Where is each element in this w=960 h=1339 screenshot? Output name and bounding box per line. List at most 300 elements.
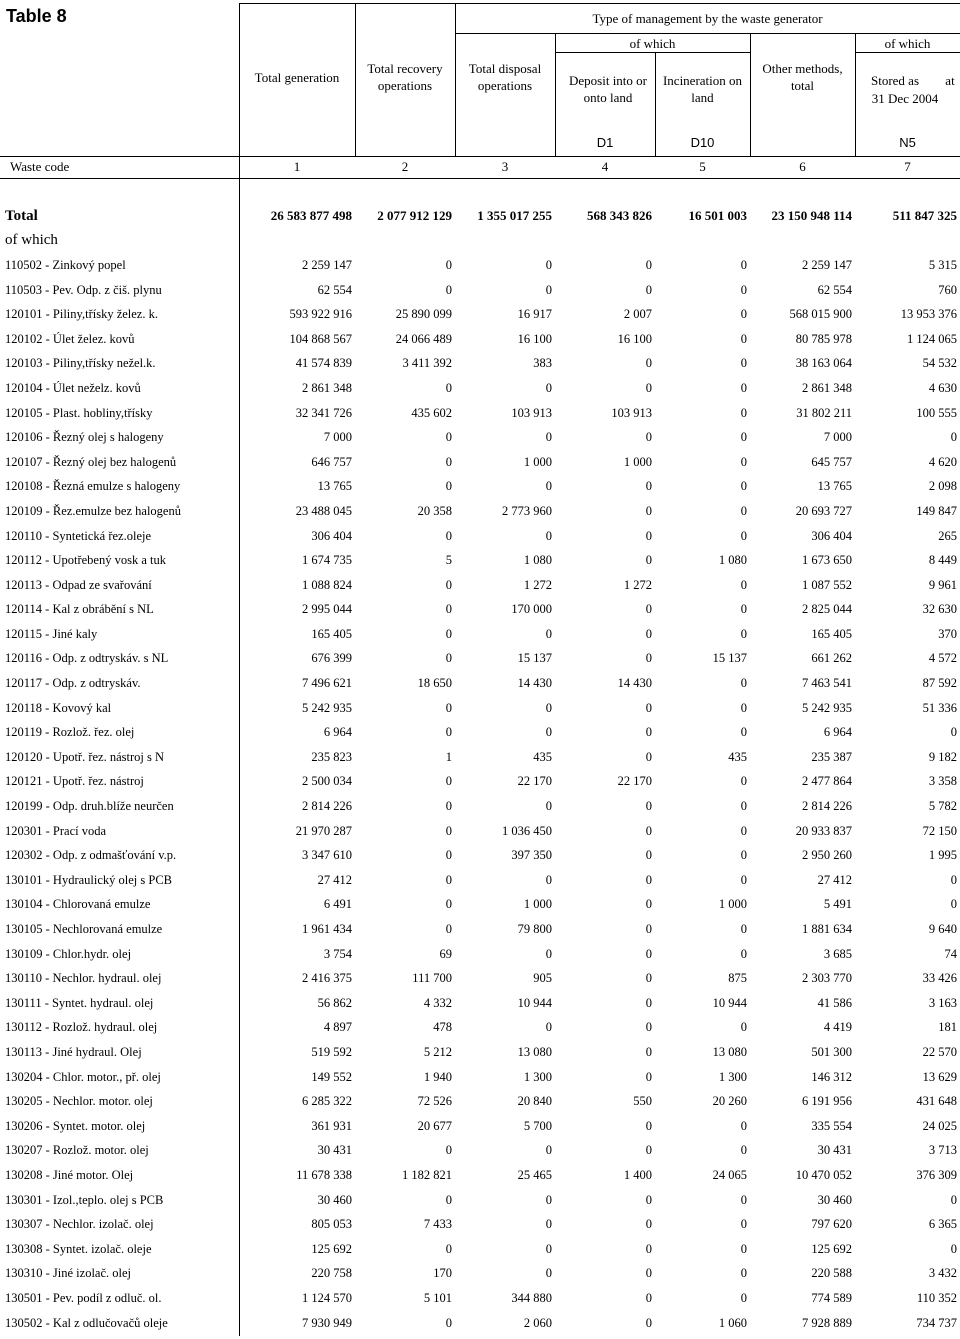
table-cell: 0: [645, 848, 652, 863]
table-cell: 3 754: [323, 946, 352, 961]
table-title: Table 8: [6, 6, 67, 26]
table-cell: 2 007: [623, 307, 652, 322]
table-cell: 2 500 034: [302, 774, 352, 789]
table-cell: 7 000: [823, 430, 852, 445]
table-cell: 1 036 450: [502, 823, 552, 838]
table-cell: 0: [645, 749, 652, 764]
waste-code-label: 130301 - Izol.,teplo. olej s PCB: [5, 1192, 164, 1207]
table-cell: 5 101: [423, 1290, 452, 1305]
table-row: [0, 1262, 960, 1287]
waste-code-label: 130205 - Nechlor. motor. olej: [5, 1094, 153, 1109]
table-cell: 1 060: [718, 1315, 747, 1330]
table-cell: 7 930 949: [302, 1315, 352, 1330]
table-cell: 220 758: [311, 1266, 352, 1281]
table-row: [0, 1237, 960, 1262]
table-cell: 14 430: [517, 676, 552, 691]
table-cell: 7 463 541: [802, 676, 852, 691]
table-cell: 0: [445, 257, 452, 272]
waste-code-label: 110503 - Pev. Odp. z čiš. plynu: [5, 282, 162, 297]
header-divider: [0, 156, 960, 157]
table-cell: 435: [728, 749, 747, 764]
table-cell: 0: [950, 430, 957, 445]
table-cell: 0: [740, 700, 747, 715]
table-cell: 32 630: [922, 602, 957, 617]
table-cell: 0: [545, 872, 552, 887]
table-cell: 478: [433, 1020, 452, 1035]
table-cell: 2 861 348: [302, 380, 352, 395]
table-cell: 38 163 064: [795, 356, 852, 371]
waste-code-label: 130206 - Syntet. motor. olej: [5, 1118, 146, 1133]
column-number: 7: [904, 159, 911, 174]
of-which-row: [0, 229, 960, 254]
table-cell: 1 124 570: [302, 1290, 352, 1305]
table-row: [0, 696, 960, 721]
total-value: 23 150 948 114: [771, 208, 852, 224]
table-row: [0, 647, 960, 672]
table-cell: 593 922 916: [289, 307, 352, 322]
table-cell: 0: [645, 799, 652, 814]
table-cell: 32 341 726: [295, 405, 352, 420]
table-row: [0, 425, 960, 450]
table-cell: 0: [545, 528, 552, 543]
waste-code-label: 130307 - Nechlor. izolač. olej: [5, 1217, 154, 1232]
table-cell: 0: [645, 946, 652, 961]
table-cell: 0: [950, 872, 957, 887]
table-cell: 519 592: [311, 1044, 352, 1059]
table-row: [0, 352, 960, 377]
table-cell: 170 000: [511, 602, 552, 617]
table-row: [0, 819, 960, 844]
table-cell: 1: [445, 749, 452, 764]
table-cell: 13 080: [517, 1044, 552, 1059]
waste-code-label: 130113 - Jiné hydraul. Olej: [5, 1044, 142, 1059]
table-row: [0, 1188, 960, 1213]
other-methods-header: Other methods, total: [762, 61, 843, 93]
table-cell: 15 137: [712, 651, 747, 666]
header-divider: [455, 33, 960, 34]
table-cell: 22 170: [517, 774, 552, 789]
code-d10: D10: [690, 135, 715, 150]
waste-code-label: 120120 - Upotř. řez. nástroj s N: [5, 749, 164, 764]
table-cell: 676 399: [311, 651, 352, 666]
total-value: 511 847 325: [892, 208, 957, 224]
table-cell: 87 592: [922, 676, 957, 691]
table-cell: 1 400: [623, 1167, 652, 1182]
total-value: 16 501 003: [688, 208, 747, 224]
table-row: [0, 524, 960, 549]
waste-code-label: 120114 - Kal z obrábění s NL: [5, 602, 154, 617]
table-cell: 220 588: [811, 1266, 852, 1281]
waste-code-label: 120112 - Upotřebený vosk a tuk: [5, 553, 166, 568]
table-cell: 3 713: [928, 1143, 957, 1158]
waste-code-label: 120108 - Řezná emulze s halogeny: [5, 479, 181, 494]
table-cell: 0: [645, 1217, 652, 1232]
waste-code-label: 130110 - Nechlor. hydraul. olej: [5, 971, 162, 986]
table-cell: 6 964: [823, 725, 852, 740]
table-cell: 5 212: [423, 1044, 452, 1059]
table-cell: 0: [445, 922, 452, 937]
table-cell: 5: [445, 553, 452, 568]
table-cell: 20 358: [417, 503, 452, 518]
table-cell: 0: [445, 380, 452, 395]
table-cell: 7 928 889: [802, 1315, 852, 1330]
table-cell: 0: [740, 577, 747, 592]
table-cell: 110 352: [916, 1290, 957, 1305]
table-cell: 0: [545, 1192, 552, 1207]
table-cell: 3 347 610: [302, 848, 352, 863]
table-cell: 646 757: [311, 454, 352, 469]
table-cell: 30 460: [317, 1192, 352, 1207]
table-cell: 2 825 044: [802, 602, 852, 617]
table-cell: 235 387: [811, 749, 852, 764]
table-cell: 0: [445, 626, 452, 641]
table-cell: 0: [545, 799, 552, 814]
table-cell: 875: [728, 971, 747, 986]
table-cell: 2 950 260: [802, 848, 852, 863]
table-cell: 1 272: [523, 577, 552, 592]
table-cell: 361 931: [311, 1118, 352, 1133]
table-cell: 0: [545, 1143, 552, 1158]
table-cell: 0: [645, 479, 652, 494]
table-cell: 9 640: [928, 922, 957, 937]
table-cell: 0: [740, 430, 747, 445]
table-cell: 100 555: [916, 405, 957, 420]
table-cell: 0: [445, 700, 452, 715]
table-cell: 20 693 727: [795, 503, 852, 518]
waste-code-label: 130105 - Nechlorovaná emulze: [5, 922, 163, 937]
table-cell: 0: [740, 823, 747, 838]
table-row: [0, 499, 960, 524]
table-row: [0, 548, 960, 573]
table-cell: 0: [645, 1069, 652, 1084]
table-cell: 568 015 900: [789, 307, 852, 322]
table-cell: 2 814 226: [802, 799, 852, 814]
column-number: 1: [293, 159, 301, 174]
table-cell: 1 080: [718, 553, 747, 568]
table-row: [0, 966, 960, 991]
table-cell: 0: [740, 946, 747, 961]
table-row: [0, 450, 960, 475]
of-which-header: of which: [884, 36, 931, 51]
waste-code-label: 130104 - Chlorovaná emulze: [5, 897, 151, 912]
waste-code-label: 120102 - Úlet želez. kovů: [5, 331, 135, 346]
table-cell: 1 182 821: [402, 1167, 452, 1182]
table-cell: 31 802 211: [796, 405, 852, 420]
table-cell: 165 405: [811, 626, 852, 641]
table-cell: 306 404: [811, 528, 852, 543]
table-cell: 905: [533, 971, 552, 986]
table-row: [0, 278, 960, 303]
table-cell: 6 191 956: [802, 1094, 852, 1109]
table-cell: 0: [545, 1217, 552, 1232]
table-cell: 5 491: [823, 897, 852, 912]
table-cell: 13 765: [817, 479, 852, 494]
column-number: 3: [501, 159, 509, 174]
table-cell: 0: [950, 725, 957, 740]
table-cell: 0: [445, 897, 452, 912]
table-cell: 0: [740, 307, 747, 322]
table-cell: 1 080: [523, 553, 552, 568]
table-cell: 1 087 552: [802, 577, 852, 592]
table-cell: 15 137: [517, 651, 552, 666]
table-cell: 0: [740, 626, 747, 641]
table-row: [0, 1016, 960, 1041]
table-cell: 20 260: [712, 1094, 747, 1109]
table-cell: 0: [445, 528, 452, 543]
waste-code-label: 120110 - Syntetická řez.oleje: [5, 528, 152, 543]
table-row: [0, 1065, 960, 1090]
table-cell: 1 000: [523, 897, 552, 912]
table-row: [0, 794, 960, 819]
table-cell: 13 953 376: [900, 307, 957, 322]
table-cell: 501 300: [811, 1044, 852, 1059]
table-cell: 56 862: [317, 995, 352, 1010]
table-row: [0, 1212, 960, 1237]
table-cell: 1 673 650: [802, 553, 852, 568]
table-row: [0, 1139, 960, 1164]
table-cell: 8 449: [928, 553, 957, 568]
table-cell: 0: [545, 257, 552, 272]
table-cell: 41 586: [817, 995, 852, 1010]
table-cell: 0: [740, 1266, 747, 1281]
waste-code-label: 120109 - Řez.emulze bez halogenů: [5, 503, 181, 518]
table-cell: 3 411 392: [402, 356, 452, 371]
table-cell: 16 917: [517, 307, 552, 322]
table-row: [0, 1040, 960, 1065]
table-cell: 0: [740, 528, 747, 543]
table-cell: 16 100: [617, 331, 652, 346]
table-cell: 2 814 226: [302, 799, 352, 814]
table-cell: 0: [445, 848, 452, 863]
table-cell: 0: [545, 380, 552, 395]
waste-code-label: 120104 - Úlet neželz. kovů: [5, 380, 141, 395]
table-cell: 376 309: [916, 1167, 957, 1182]
table-cell: 0: [545, 1241, 552, 1256]
table-cell: 79 800: [517, 922, 552, 937]
waste-code-label: 120105 - Plast. hobliny,třísky: [5, 405, 153, 420]
table-cell: 0: [645, 1020, 652, 1035]
table-cell: 435 602: [411, 405, 452, 420]
table-cell: 72 526: [417, 1094, 452, 1109]
header-divider: [855, 52, 960, 53]
table-cell: 370: [938, 626, 957, 641]
table-cell: 0: [740, 380, 747, 395]
code-d1: D1: [596, 135, 614, 150]
table-cell: 0: [445, 799, 452, 814]
waste-code-label: 130208 - Jiné motor. Olej: [5, 1167, 134, 1182]
management-type-header: Type of management by the waste generator: [592, 11, 823, 26]
table-cell: 1 300: [523, 1069, 552, 1084]
table-cell: 0: [645, 356, 652, 371]
waste-code-label: 130112 - Rozlož. hydraul. olej: [5, 1020, 158, 1035]
table-cell: 431 648: [916, 1094, 957, 1109]
table-cell: 54 532: [922, 356, 957, 371]
waste-code-label: 130310 - Jiné izolač. olej: [5, 1266, 132, 1281]
table-cell: 0: [545, 479, 552, 494]
table-cell: 25 465: [517, 1167, 552, 1182]
table-row: [0, 1089, 960, 1114]
table-cell: 5 700: [523, 1118, 552, 1133]
total-value: 26 583 877 498: [270, 208, 352, 224]
table-cell: 0: [645, 1192, 652, 1207]
table-cell: 0: [740, 331, 747, 346]
deposit-header: Deposit into or onto land: [569, 73, 647, 105]
table-cell: 0: [445, 454, 452, 469]
table-cell: 2 259 147: [802, 257, 852, 272]
table-cell: 0: [740, 356, 747, 371]
table-row: [0, 917, 960, 942]
table-cell: 170: [433, 1266, 452, 1281]
waste-code-label: 120121 - Upotř. řez. nástroj: [5, 774, 144, 789]
table-cell: 3 358: [928, 774, 957, 789]
table-cell: 0: [545, 1020, 552, 1035]
table-cell: 0: [645, 430, 652, 445]
table-row: [0, 1286, 960, 1311]
total-value: 1 355 017 255: [477, 208, 552, 224]
table-cell: 0: [950, 1241, 957, 1256]
table-cell: 1 000: [718, 897, 747, 912]
of-which-header: of which: [629, 36, 676, 51]
table-row: [0, 401, 960, 426]
table-cell: 774 589: [811, 1290, 852, 1305]
table-cell: 24 066 489: [395, 331, 452, 346]
table-cell: 69: [439, 946, 452, 961]
table-cell: 6 365: [928, 1217, 957, 1232]
table-cell: 344 880: [511, 1290, 552, 1305]
table-row: [0, 1163, 960, 1188]
header-divider: [0, 178, 960, 179]
table-cell: 383: [533, 356, 552, 371]
table-cell: 181: [938, 1020, 957, 1035]
table-cell: 51 336: [922, 700, 957, 715]
table-row: [0, 475, 960, 500]
table-cell: 0: [645, 553, 652, 568]
table-cell: 0: [445, 479, 452, 494]
total-disposal-header: Total disposal operations: [468, 61, 542, 93]
table-row: [0, 302, 960, 327]
table-cell: 0: [740, 872, 747, 887]
table-cell: 3 163: [928, 995, 957, 1010]
table-cell: 125 692: [811, 1241, 852, 1256]
table-cell: 4 332: [423, 995, 452, 1010]
waste-code-label: 130111 - Syntet. hydraul. olej: [5, 995, 154, 1010]
table-cell: 2 259 147: [302, 257, 352, 272]
table-cell: 13 629: [922, 1069, 957, 1084]
table-cell: 235 823: [311, 749, 352, 764]
table-cell: 25 890 099: [395, 307, 452, 322]
waste-code-label: 120101 - Piliny,třísky želez. k.: [5, 307, 158, 322]
table-cell: 0: [645, 1241, 652, 1256]
incineration-header: Incineration on land: [662, 73, 743, 105]
table-cell: 4 897: [323, 1020, 352, 1035]
table-cell: 0: [445, 1143, 452, 1158]
table-cell: 23 488 045: [295, 503, 352, 518]
table-cell: 2 995 044: [302, 602, 352, 617]
table-cell: 0: [645, 897, 652, 912]
table-cell: 62 554: [317, 282, 352, 297]
table-cell: 0: [645, 528, 652, 543]
table-cell: 0: [545, 946, 552, 961]
table-cell: 80 785 978: [795, 331, 852, 346]
table-cell: 734 737: [916, 1315, 957, 1330]
waste-code-label: 130308 - Syntet. izolač. oleje: [5, 1241, 152, 1256]
table-row: [0, 671, 960, 696]
table-cell: 0: [445, 602, 452, 617]
table-cell: 1 000: [623, 454, 652, 469]
table-cell: 6 491: [323, 897, 352, 912]
table-cell: 7 000: [323, 430, 352, 445]
table-cell: 2 060: [523, 1315, 552, 1330]
table-cell: 0: [645, 380, 652, 395]
table-cell: 0: [740, 405, 747, 420]
table-cell: 550: [633, 1094, 652, 1109]
table-cell: 0: [445, 872, 452, 887]
table-cell: 760: [938, 282, 957, 297]
table-cell: 805 053: [311, 1217, 352, 1232]
table-cell: 0: [740, 454, 747, 469]
table-cell: 397 350: [511, 848, 552, 863]
table-cell: 0: [445, 651, 452, 666]
table-cell: 1 000: [523, 454, 552, 469]
table-cell: 14 430: [617, 676, 652, 691]
table-cell: 20 677: [417, 1118, 452, 1133]
table-cell: 1 272: [623, 577, 652, 592]
table-cell: 265: [938, 528, 957, 543]
table-cell: 1 300: [718, 1069, 747, 1084]
table-row: [0, 598, 960, 623]
total-label: Total: [5, 207, 38, 224]
table-cell: 5 242 935: [802, 700, 852, 715]
total-row: [0, 204, 960, 229]
table-cell: 0: [645, 602, 652, 617]
table-row: [0, 1114, 960, 1139]
header-divider: [239, 3, 960, 4]
table-cell: 3 432: [928, 1266, 957, 1281]
table-cell: 0: [445, 1192, 452, 1207]
table-cell: 0: [740, 1143, 747, 1158]
waste-code-label: 120119 - Rozlož. řez. olej: [5, 725, 135, 740]
total-value: 568 343 826: [587, 208, 652, 224]
table-cell: 0: [950, 1192, 957, 1207]
table-row: [0, 573, 960, 598]
table-cell: 5 242 935: [302, 700, 352, 715]
table-cell: 1 881 634: [802, 922, 852, 937]
table-cell: 74: [944, 946, 957, 961]
of-which-label: of which: [5, 232, 58, 249]
table-cell: 2 098: [928, 479, 957, 494]
table-cell: 27 412: [317, 872, 352, 887]
table-cell: 1 088 824: [302, 577, 352, 592]
waste-code-label: 120106 - Řezný olej s halogeny: [5, 430, 164, 445]
table-cell: 41 574 839: [295, 356, 352, 371]
table-cell: 0: [645, 922, 652, 937]
total-recovery-header: Total recovery operations: [367, 61, 443, 93]
header-divider: [555, 52, 750, 53]
waste-code-label: 110502 - Zinkový popel: [5, 257, 126, 272]
table-cell: 0: [645, 725, 652, 740]
table-row: [0, 745, 960, 770]
table-cell: 27 412: [817, 872, 852, 887]
table-cell: 0: [740, 1020, 747, 1035]
column-number: 4: [601, 159, 609, 174]
table-cell: 10 470 052: [795, 1167, 852, 1182]
table-cell: 2 416 375: [302, 971, 352, 986]
table-cell: 0: [740, 799, 747, 814]
table-cell: 62 554: [817, 282, 852, 297]
code-n5: N5: [899, 135, 916, 150]
table-cell: 306 404: [311, 528, 352, 543]
table-cell: 5 782: [928, 799, 957, 814]
